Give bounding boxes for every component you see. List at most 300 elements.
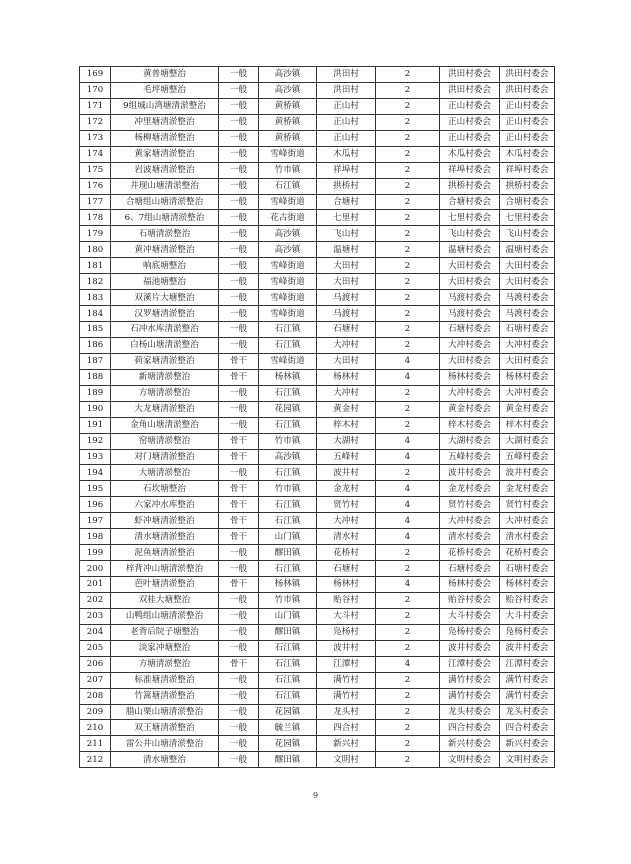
row-number-cell: 184 <box>80 306 111 322</box>
table-row <box>80 449 555 465</box>
village-cell: 木瓜村 <box>317 146 376 162</box>
town-cell: 石江镇 <box>259 385 317 401</box>
project-name-cell: 竹篙塘清淤整治 <box>111 688 219 704</box>
table-row <box>80 720 555 736</box>
town-cell: 石江镇 <box>259 672 317 688</box>
construction-unit-cell: 大田村委会 <box>440 274 500 290</box>
row-number-cell: 202 <box>80 592 111 608</box>
row-number-cell: 210 <box>80 720 111 736</box>
village-cell: 杨林村 <box>317 577 376 593</box>
town-cell: 雪峰街道 <box>259 146 317 162</box>
construction-unit-cell: 大冲村委会 <box>440 513 500 529</box>
management-unit-cell: 洪田村委会 <box>500 67 555 83</box>
row-number-cell: 189 <box>80 385 111 401</box>
construction-unit-cell: 洪田村委会 <box>440 82 500 98</box>
project-name-cell: 梓背冲山塘清淤整治 <box>111 561 219 577</box>
management-unit-cell: 满竹村委会 <box>500 688 555 704</box>
construction-unit-cell: 贻谷村委会 <box>440 592 500 608</box>
project-type-cell: 一般 <box>219 465 259 481</box>
project-name-cell: 金角山塘清淤整治 <box>111 417 219 433</box>
town-cell: 醪田镇 <box>259 752 317 768</box>
quantity-cell: 2 <box>376 290 440 306</box>
management-unit-cell: 黄金村委会 <box>500 401 555 417</box>
table-row <box>80 529 555 545</box>
management-unit-cell: 大冲村委会 <box>500 337 555 353</box>
row-number-cell: 179 <box>80 226 111 242</box>
project-name-cell: 石冲水库清淤整治 <box>111 322 219 338</box>
row-number-cell: 177 <box>80 194 111 210</box>
town-cell: 雪峰街道 <box>259 194 317 210</box>
project-name-cell: 腊山栗山塘清淤整治 <box>111 704 219 720</box>
project-type-cell: 一般 <box>219 688 259 704</box>
table-row <box>80 178 555 194</box>
town-cell: 黄桥镇 <box>259 114 317 130</box>
quantity-cell: 2 <box>376 640 440 656</box>
town-cell: 醪田镇 <box>259 545 317 561</box>
construction-unit-cell: 木瓜村委会 <box>440 146 500 162</box>
project-name-cell: 六家冲水库整治 <box>111 497 219 513</box>
management-unit-cell: 清水村委会 <box>500 529 555 545</box>
quantity-cell: 4 <box>376 529 440 545</box>
management-unit-cell: 波井村委会 <box>500 640 555 656</box>
row-number-cell: 206 <box>80 656 111 672</box>
village-cell: 石塘村 <box>317 561 376 577</box>
construction-unit-cell: 大冲村委会 <box>440 385 500 401</box>
town-cell: 竹市镇 <box>259 592 317 608</box>
construction-unit-cell: 洪田村委会 <box>440 67 500 83</box>
table-row <box>80 417 555 433</box>
management-unit-cell: 四合村委会 <box>500 720 555 736</box>
table-row <box>80 210 555 226</box>
quantity-cell: 2 <box>376 194 440 210</box>
row-number-cell: 174 <box>80 146 111 162</box>
village-cell: 大冲村 <box>317 385 376 401</box>
table-row <box>80 306 555 322</box>
management-unit-cell: 木瓜村委会 <box>500 146 555 162</box>
project-type-cell: 骨干 <box>219 369 259 385</box>
town-cell: 雪峰街道 <box>259 353 317 369</box>
construction-unit-cell: 温塘村委会 <box>440 242 500 258</box>
management-unit-cell: 正山村委会 <box>500 114 555 130</box>
construction-unit-cell: 黄金村委会 <box>440 401 500 417</box>
town-cell: 杨林镇 <box>259 369 317 385</box>
construction-unit-cell: 满竹村委会 <box>440 672 500 688</box>
table-row <box>80 353 555 369</box>
table-row <box>80 624 555 640</box>
village-cell: 大冲村 <box>317 513 376 529</box>
town-cell: 花园镇 <box>259 401 317 417</box>
town-cell: 石江镇 <box>259 322 317 338</box>
quantity-cell: 2 <box>376 210 440 226</box>
project-type-cell: 骨干 <box>219 481 259 497</box>
quantity-cell: 4 <box>376 513 440 529</box>
table-row <box>80 130 555 146</box>
village-cell: 满竹村 <box>317 688 376 704</box>
project-name-cell: 双溪片大塘整治 <box>111 290 219 306</box>
row-number-cell: 203 <box>80 608 111 624</box>
town-cell: 黄桥镇 <box>259 98 317 114</box>
quantity-cell: 4 <box>376 433 440 449</box>
management-unit-cell: 杨林村委会 <box>500 577 555 593</box>
row-number-cell: 176 <box>80 178 111 194</box>
village-cell: 文明村 <box>317 752 376 768</box>
project-name-cell: 方塘清淤整治 <box>111 385 219 401</box>
construction-unit-cell: 波井村委会 <box>440 465 500 481</box>
table-row <box>80 401 555 417</box>
table-row <box>80 369 555 385</box>
management-unit-cell: 石塘村委会 <box>500 561 555 577</box>
management-unit-cell: 大冲村委会 <box>500 513 555 529</box>
table-row <box>80 114 555 130</box>
quantity-cell: 2 <box>376 130 440 146</box>
project-name-cell: 雷公井山塘清淤整治 <box>111 736 219 752</box>
management-unit-cell: 江潭村委会 <box>500 656 555 672</box>
construction-unit-cell: 满竹村委会 <box>440 688 500 704</box>
row-number-cell: 191 <box>80 417 111 433</box>
construction-unit-cell: 五峰村委会 <box>440 449 500 465</box>
project-type-cell: 一般 <box>219 178 259 194</box>
construction-unit-cell: 大湖村委会 <box>440 433 500 449</box>
quantity-cell: 2 <box>376 337 440 353</box>
project-type-cell: 一般 <box>219 401 259 417</box>
quantity-cell: 2 <box>376 114 440 130</box>
project-type-cell: 一般 <box>219 545 259 561</box>
row-number-cell: 187 <box>80 353 111 369</box>
project-name-cell: 冲里塘清淤整治 <box>111 114 219 130</box>
row-number-cell: 212 <box>80 752 111 768</box>
management-unit-cell: 飞山村委会 <box>500 226 555 242</box>
project-name-cell: 双王塘清淤整治 <box>111 720 219 736</box>
project-name-cell: 毛坪塘整治 <box>111 82 219 98</box>
construction-unit-cell: 正山村委会 <box>440 130 500 146</box>
table-row <box>80 385 555 401</box>
table-row <box>80 545 555 561</box>
town-cell: 花古街道 <box>259 210 317 226</box>
row-number-cell: 195 <box>80 481 111 497</box>
table-row <box>80 146 555 162</box>
row-number-cell: 208 <box>80 688 111 704</box>
quantity-cell: 2 <box>376 226 440 242</box>
town-cell: 石江镇 <box>259 465 317 481</box>
row-number-cell: 209 <box>80 704 111 720</box>
table-row <box>80 513 555 529</box>
project-name-cell: 白杨山塘清淤整治 <box>111 337 219 353</box>
town-cell: 石江镇 <box>259 656 317 672</box>
project-type-cell: 一般 <box>219 210 259 226</box>
quantity-cell: 4 <box>376 481 440 497</box>
table-row <box>80 704 555 720</box>
management-unit-cell: 梓木村委会 <box>500 417 555 433</box>
quantity-cell: 4 <box>376 577 440 593</box>
town-cell: 石江镇 <box>259 688 317 704</box>
management-unit-cell: 杨林村委会 <box>500 369 555 385</box>
table-row <box>80 688 555 704</box>
project-name-cell: 岩波塘清淤整治 <box>111 162 219 178</box>
project-type-cell: 一般 <box>219 258 259 274</box>
table-row <box>80 337 555 353</box>
project-type-cell: 一般 <box>219 146 259 162</box>
row-number-cell: 193 <box>80 449 111 465</box>
row-number-cell: 197 <box>80 513 111 529</box>
row-number-cell: 207 <box>80 672 111 688</box>
town-cell: 高沙镇 <box>259 449 317 465</box>
project-name-cell: 新塘清淤整治 <box>111 369 219 385</box>
village-cell: 满竹村 <box>317 672 376 688</box>
table-row <box>80 736 555 752</box>
table-row <box>80 322 555 338</box>
quantity-cell: 2 <box>376 162 440 178</box>
project-type-cell: 一般 <box>219 624 259 640</box>
village-cell: 波井村 <box>317 465 376 481</box>
project-name-cell: 汉罗塘清淤整治 <box>111 306 219 322</box>
village-cell: 五峰村 <box>317 449 376 465</box>
row-number-cell: 204 <box>80 624 111 640</box>
management-unit-cell: 大田村委会 <box>500 274 555 290</box>
quantity-cell: 2 <box>376 146 440 162</box>
village-cell: 温塘村 <box>317 242 376 258</box>
town-cell: 竹市镇 <box>259 162 317 178</box>
village-cell: 四合村 <box>317 720 376 736</box>
row-number-cell: 178 <box>80 210 111 226</box>
village-cell: 大田村 <box>317 258 376 274</box>
project-type-cell: 一般 <box>219 337 259 353</box>
project-name-cell: 大龙塘清淤整治 <box>111 401 219 417</box>
village-cell: 正山村 <box>317 114 376 130</box>
quantity-cell: 2 <box>376 736 440 752</box>
construction-unit-cell: 拱桥村委会 <box>440 178 500 194</box>
project-type-cell: 一般 <box>219 640 259 656</box>
row-number-cell: 169 <box>80 67 111 83</box>
construction-unit-cell: 文明村委会 <box>440 752 500 768</box>
management-unit-cell: 满竹村委会 <box>500 672 555 688</box>
town-cell: 竹市镇 <box>259 433 317 449</box>
row-number-cell: 205 <box>80 640 111 656</box>
row-number-cell: 190 <box>80 401 111 417</box>
project-type-cell: 一般 <box>219 417 259 433</box>
village-cell: 清水村 <box>317 529 376 545</box>
table-row <box>80 672 555 688</box>
town-cell: 石江镇 <box>259 640 317 656</box>
town-cell: 石江镇 <box>259 561 317 577</box>
construction-unit-cell: 江潭村委会 <box>440 656 500 672</box>
project-name-cell: 大塘清淤整治 <box>111 465 219 481</box>
management-unit-cell: 文明村委会 <box>500 752 555 768</box>
table-row <box>80 67 555 83</box>
village-cell: 洪田村 <box>317 82 376 98</box>
management-unit-cell: 洪田村委会 <box>500 82 555 98</box>
quantity-cell: 2 <box>376 98 440 114</box>
table-row <box>80 194 555 210</box>
project-name-cell: 6、7组山塘清淤整治 <box>111 210 219 226</box>
project-type-cell: 一般 <box>219 242 259 258</box>
management-unit-cell: 七里村委会 <box>500 210 555 226</box>
construction-unit-cell: 石塘村委会 <box>440 561 500 577</box>
construction-unit-cell: 大冲村委会 <box>440 337 500 353</box>
town-cell: 雪峰街道 <box>259 290 317 306</box>
construction-unit-cell: 新兴村委会 <box>440 736 500 752</box>
quantity-cell: 2 <box>376 401 440 417</box>
table-row <box>80 577 555 593</box>
management-unit-cell: 大田村委会 <box>500 258 555 274</box>
row-number-cell: 188 <box>80 369 111 385</box>
village-cell: 江潭村 <box>317 656 376 672</box>
construction-unit-cell: 贤竹村委会 <box>440 497 500 513</box>
village-cell: 正山村 <box>317 98 376 114</box>
construction-unit-cell: 凫杨村委会 <box>440 624 500 640</box>
town-cell: 高沙镇 <box>259 242 317 258</box>
town-cell: 山门镇 <box>259 608 317 624</box>
village-cell: 飞山村 <box>317 226 376 242</box>
town-cell: 石江镇 <box>259 513 317 529</box>
management-unit-cell: 石塘村委会 <box>500 322 555 338</box>
page-number: 9 <box>312 791 319 800</box>
project-name-cell: 窑塘清淤整治 <box>111 433 219 449</box>
village-cell: 马渡村 <box>317 290 376 306</box>
management-unit-cell: 合塘村委会 <box>500 194 555 210</box>
row-number-cell: 186 <box>80 337 111 353</box>
village-cell: 大冲村 <box>317 337 376 353</box>
construction-unit-cell: 马渡村委会 <box>440 306 500 322</box>
construction-unit-cell: 龙头村委会 <box>440 704 500 720</box>
project-type-cell: 一般 <box>219 736 259 752</box>
management-unit-cell: 大冲村委会 <box>500 385 555 401</box>
project-name-cell: 山鸭组山塘清淤整治 <box>111 608 219 624</box>
quantity-cell: 2 <box>376 178 440 194</box>
project-name-cell: 石塘清淤整治 <box>111 226 219 242</box>
row-number-cell: 201 <box>80 577 111 593</box>
town-cell: 花园镇 <box>259 704 317 720</box>
construction-unit-cell: 梓木村委会 <box>440 417 500 433</box>
village-cell: 新兴村 <box>317 736 376 752</box>
table-row <box>80 162 555 178</box>
village-cell: 贻谷村 <box>317 592 376 608</box>
row-number-cell: 182 <box>80 274 111 290</box>
management-unit-cell: 大田村委会 <box>500 353 555 369</box>
project-type-cell: 一般 <box>219 592 259 608</box>
table-row <box>80 481 555 497</box>
project-type-cell: 骨干 <box>219 529 259 545</box>
project-table <box>79 66 555 768</box>
row-number-cell: 173 <box>80 130 111 146</box>
construction-unit-cell: 杨林村委会 <box>440 577 500 593</box>
construction-unit-cell: 合塘村委会 <box>440 194 500 210</box>
quantity-cell: 2 <box>376 67 440 83</box>
row-number-cell: 194 <box>80 465 111 481</box>
project-type-cell: 一般 <box>219 82 259 98</box>
quantity-cell: 2 <box>376 592 440 608</box>
town-cell: 黄桥镇 <box>259 130 317 146</box>
quantity-cell: 2 <box>376 688 440 704</box>
management-unit-cell: 花桥村委会 <box>500 545 555 561</box>
project-name-cell: 黄家塘清淤整治 <box>111 146 219 162</box>
construction-unit-cell: 金龙村委会 <box>440 481 500 497</box>
management-unit-cell: 祥埠村委会 <box>500 162 555 178</box>
village-cell: 凫杨村 <box>317 624 376 640</box>
project-name-cell: 虾冲塘清淤整治 <box>111 513 219 529</box>
quantity-cell: 2 <box>376 322 440 338</box>
row-number-cell: 170 <box>80 82 111 98</box>
construction-unit-cell: 正山村委会 <box>440 114 500 130</box>
table-row <box>80 465 555 481</box>
quantity-cell: 2 <box>376 385 440 401</box>
management-unit-cell: 金龙村委会 <box>500 481 555 497</box>
table-row <box>80 752 555 768</box>
project-type-cell: 骨干 <box>219 513 259 529</box>
project-type-cell: 一般 <box>219 130 259 146</box>
quantity-cell: 2 <box>376 242 440 258</box>
management-unit-cell: 贻谷村委会 <box>500 592 555 608</box>
project-name-cell: 井现山塘清淤整治 <box>111 178 219 194</box>
management-unit-cell: 新兴村委会 <box>500 736 555 752</box>
quantity-cell: 2 <box>376 82 440 98</box>
project-name-cell: 福池塘整治 <box>111 274 219 290</box>
management-unit-cell: 凫杨村委会 <box>500 624 555 640</box>
town-cell: 毓兰镇 <box>259 720 317 736</box>
table-body <box>80 67 555 768</box>
project-type-cell: 骨干 <box>219 449 259 465</box>
table-row <box>80 98 555 114</box>
row-number-cell: 171 <box>80 98 111 114</box>
project-type-cell: 骨干 <box>219 497 259 513</box>
quantity-cell: 2 <box>376 306 440 322</box>
construction-unit-cell: 石塘村委会 <box>440 322 500 338</box>
project-name-cell: 黄冲塘清淤整治 <box>111 242 219 258</box>
management-unit-cell: 拱桥村委会 <box>500 178 555 194</box>
management-unit-cell: 波井村委会 <box>500 465 555 481</box>
project-type-cell: 骨干 <box>219 577 259 593</box>
quantity-cell: 2 <box>376 704 440 720</box>
table-row <box>80 258 555 274</box>
town-cell: 石江镇 <box>259 417 317 433</box>
project-type-cell: 一般 <box>219 720 259 736</box>
village-cell: 大湖村 <box>317 433 376 449</box>
row-number-cell: 185 <box>80 322 111 338</box>
quantity-cell: 2 <box>376 752 440 768</box>
village-cell: 贤竹村 <box>317 497 376 513</box>
village-cell: 黄金村 <box>317 401 376 417</box>
town-cell: 高沙镇 <box>259 67 317 83</box>
project-name-cell: 清水塘清淤整治 <box>111 529 219 545</box>
project-name-cell: 合塘组山塘清淤整治 <box>111 194 219 210</box>
project-type-cell: 骨干 <box>219 656 259 672</box>
village-cell: 大田村 <box>317 274 376 290</box>
village-cell: 石塘村 <box>317 322 376 338</box>
village-cell: 大斗村 <box>317 608 376 624</box>
quantity-cell: 2 <box>376 258 440 274</box>
construction-unit-cell: 马渡村委会 <box>440 290 500 306</box>
project-name-cell: 响底塘整治 <box>111 258 219 274</box>
project-type-cell: 一般 <box>219 226 259 242</box>
management-unit-cell: 龙头村委会 <box>500 704 555 720</box>
town-cell: 石江镇 <box>259 178 317 194</box>
row-number-cell: 196 <box>80 497 111 513</box>
table-row <box>80 608 555 624</box>
quantity-cell: 4 <box>376 497 440 513</box>
village-cell: 正山村 <box>317 130 376 146</box>
management-unit-cell: 贤竹村委会 <box>500 497 555 513</box>
town-cell: 高沙镇 <box>259 226 317 242</box>
table-row <box>80 592 555 608</box>
town-cell: 花园镇 <box>259 736 317 752</box>
village-cell: 花桥村 <box>317 545 376 561</box>
project-type-cell: 一般 <box>219 608 259 624</box>
project-name-cell: 荷家塘清淤整治 <box>111 353 219 369</box>
project-name-cell: 9组城山湾塘清淤整治 <box>111 98 219 114</box>
quantity-cell: 4 <box>376 449 440 465</box>
construction-unit-cell: 七里村委会 <box>440 210 500 226</box>
project-name-cell: 对门塘清淤整治 <box>111 449 219 465</box>
town-cell: 山门镇 <box>259 529 317 545</box>
